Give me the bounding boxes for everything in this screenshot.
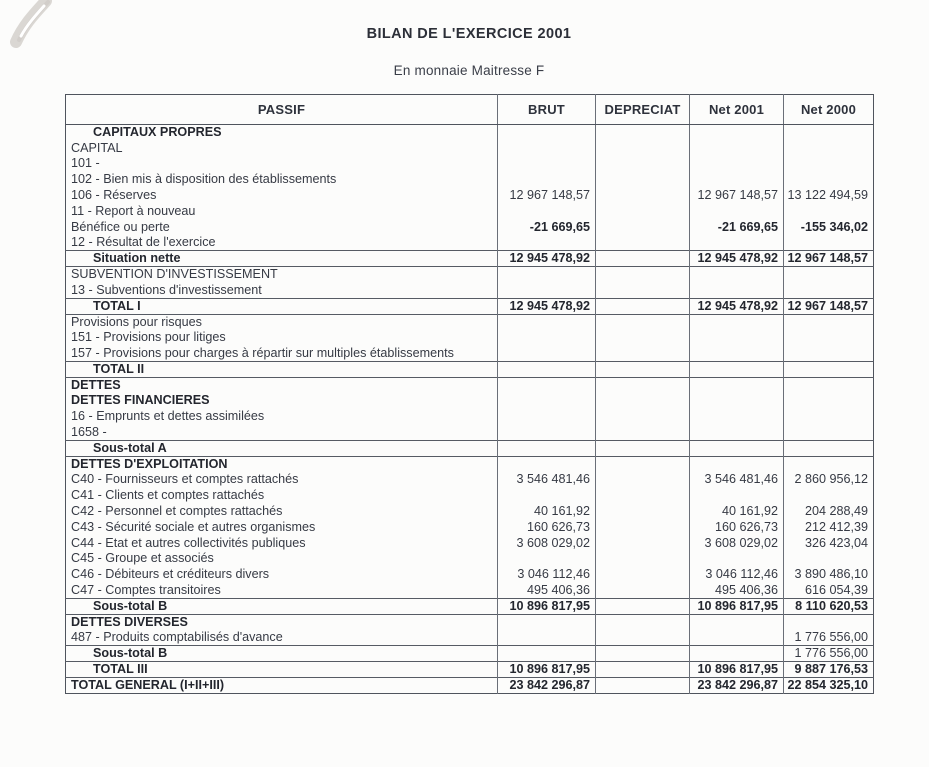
row-value-brut <box>498 346 596 362</box>
row-value-depreciat <box>596 535 690 551</box>
row-label: TOTAL I <box>66 298 498 314</box>
table-row <box>66 125 874 141</box>
row-value-brut <box>498 646 596 662</box>
table-row <box>66 219 874 235</box>
row-value-brut <box>498 140 596 156</box>
row-value-brut: 23 842 296,87 <box>498 677 596 693</box>
row-value-net-2001 <box>690 140 784 156</box>
row-value-net-2000: 326 423,04 <box>784 535 874 551</box>
row-value-net-2000 <box>784 267 874 283</box>
row-value-net-2001 <box>690 235 784 251</box>
table-row <box>66 519 874 535</box>
column-header-depreciat: DEPRECIAT <box>596 95 690 125</box>
row-label: Sous-total B <box>66 646 498 662</box>
table-row <box>66 472 874 488</box>
row-value-depreciat <box>596 314 690 330</box>
row-value-depreciat <box>596 409 690 425</box>
row-value-brut: 12 945 478,92 <box>498 251 596 267</box>
row-value-net-2001: 12 967 148,57 <box>690 188 784 204</box>
row-value-depreciat <box>596 551 690 567</box>
row-value-net-2001: -21 669,65 <box>690 219 784 235</box>
row-value-net-2000 <box>784 425 874 441</box>
row-label: CAPITAUX PROPRES <box>93 125 222 140</box>
row-value-net-2000: 2 860 956,12 <box>784 472 874 488</box>
row-value-net-2001: 40 161,92 <box>690 504 784 520</box>
row-value-net-2001: 10 896 817,95 <box>690 662 784 678</box>
table-row <box>66 504 874 520</box>
row-label: 13 - Subventions d'investissement <box>71 282 262 297</box>
row-value-net-2001 <box>690 614 784 630</box>
row-value-brut: 10 896 817,95 <box>498 662 596 678</box>
row-value-net-2001 <box>690 456 784 472</box>
row-value-depreciat <box>596 188 690 204</box>
row-value-depreciat <box>596 677 690 693</box>
row-label: TOTAL GENERAL (I+II+III) <box>66 677 498 693</box>
table-row <box>66 456 874 472</box>
table-row <box>66 393 874 409</box>
row-value-net-2000: 8 110 620,53 <box>784 598 874 614</box>
row-value-brut: 40 161,92 <box>498 504 596 520</box>
table-row <box>66 677 874 693</box>
table-row <box>66 440 874 456</box>
table-row <box>66 172 874 188</box>
row-value-brut <box>498 614 596 630</box>
row-label: C41 - Clients et comptes rattachés <box>71 488 265 503</box>
row-value-brut <box>498 551 596 567</box>
row-value-brut <box>498 203 596 219</box>
row-value-depreciat <box>596 298 690 314</box>
row-value-brut <box>498 361 596 377</box>
row-value-brut: 3 546 481,46 <box>498 472 596 488</box>
row-label: 16 - Emprunts et dettes assimilées <box>71 409 265 424</box>
row-value-brut: -21 669,65 <box>498 219 596 235</box>
row-value-depreciat <box>596 598 690 614</box>
row-value-brut <box>498 425 596 441</box>
row-value-net-2000 <box>784 235 874 251</box>
row-value-net-2001: 12 945 478,92 <box>690 251 784 267</box>
row-value-depreciat <box>596 125 690 141</box>
row-value-net-2000: 1 776 556,00 <box>784 646 874 662</box>
row-value-net-2001 <box>690 425 784 441</box>
table-row <box>66 314 874 330</box>
row-value-brut <box>498 235 596 251</box>
row-value-net-2000 <box>784 456 874 472</box>
row-value-net-2001 <box>690 125 784 141</box>
row-value-net-2001 <box>690 267 784 283</box>
table-row <box>66 203 874 219</box>
row-label: C44 - Etat et autres collectivités publiques <box>71 535 306 550</box>
row-label: CAPITAL <box>71 140 123 155</box>
row-label: C47 - Comptes transitoires <box>71 582 221 597</box>
row-value-depreciat <box>596 614 690 630</box>
row-label: DETTES D'EXPLOITATION <box>66 456 498 472</box>
row-value-net-2000: 204 288,49 <box>784 504 874 520</box>
row-value-net-2001: 12 945 478,92 <box>690 298 784 314</box>
row-value-net-2000 <box>784 156 874 172</box>
row-value-net-2001 <box>690 346 784 362</box>
table-row <box>66 614 874 630</box>
row-value-brut: 3 046 112,46 <box>498 567 596 583</box>
row-value-net-2001 <box>690 330 784 346</box>
row-value-net-2001 <box>690 361 784 377</box>
row-value-depreciat <box>596 235 690 251</box>
row-value-net-2000 <box>784 361 874 377</box>
row-value-depreciat <box>596 662 690 678</box>
table-row <box>66 646 874 662</box>
row-value-net-2001: 3 546 481,46 <box>690 472 784 488</box>
row-value-brut <box>498 314 596 330</box>
row-value-net-2001: 3 608 029,02 <box>690 535 784 551</box>
row-value-brut <box>498 488 596 504</box>
row-value-net-2001 <box>690 314 784 330</box>
document-subtitle: En monnaie Maitresse F <box>393 63 545 78</box>
table-row <box>66 330 874 346</box>
row-value-brut <box>498 440 596 456</box>
row-value-depreciat <box>596 425 690 441</box>
row-value-depreciat <box>596 440 690 456</box>
row-value-depreciat <box>596 219 690 235</box>
row-value-brut <box>498 377 596 393</box>
row-value-net-2001 <box>690 551 784 567</box>
row-value-depreciat <box>596 267 690 283</box>
table-row <box>66 140 874 156</box>
row-value-depreciat <box>596 172 690 188</box>
row-value-net-2000: 13 122 494,59 <box>784 188 874 204</box>
row-value-brut: 12 967 148,57 <box>498 188 596 204</box>
table-row <box>66 251 874 267</box>
table-row <box>66 377 874 393</box>
row-value-net-2001 <box>690 409 784 425</box>
balance-sheet-table <box>65 94 874 694</box>
row-value-net-2001 <box>690 156 784 172</box>
row-value-net-2000: 3 890 486,10 <box>784 567 874 583</box>
column-header-passif: PASSIF <box>66 95 498 125</box>
row-value-net-2000 <box>784 330 874 346</box>
table-row <box>66 630 874 646</box>
row-value-brut: 12 945 478,92 <box>498 298 596 314</box>
column-header-net-2001: Net 2001 <box>690 95 784 125</box>
row-label: DETTES <box>66 377 498 393</box>
row-value-depreciat <box>596 140 690 156</box>
row-label: DETTES DIVERSES <box>66 614 498 630</box>
row-label: SUBVENTION D'INVESTISSEMENT <box>66 267 498 283</box>
table-row <box>66 567 874 583</box>
row-value-net-2000: 12 967 148,57 <box>784 251 874 267</box>
row-label: 12 - Résultat de l'exercice <box>71 235 216 250</box>
row-label: Sous-total B <box>66 598 498 614</box>
row-label: C45 - Groupe et associés <box>71 551 214 566</box>
row-value-brut <box>498 172 596 188</box>
row-value-depreciat <box>596 393 690 409</box>
row-value-depreciat <box>596 567 690 583</box>
row-value-net-2001 <box>690 377 784 393</box>
table-row <box>66 361 874 377</box>
table-header <box>66 95 874 125</box>
row-label: 11 - Report à nouveau <box>71 203 196 218</box>
row-label: Sous-total A <box>66 440 498 456</box>
table-row <box>66 488 874 504</box>
table-row <box>66 425 874 441</box>
table-row <box>66 267 874 283</box>
row-value-depreciat <box>596 346 690 362</box>
table-row <box>66 598 874 614</box>
row-value-net-2001: 160 626,73 <box>690 519 784 535</box>
row-value-brut <box>498 125 596 141</box>
row-value-brut <box>498 456 596 472</box>
row-label: 157 - Provisions pour charges à répartir sur multiples établissements <box>71 345 454 360</box>
row-value-net-2001 <box>690 488 784 504</box>
table-row <box>66 282 874 298</box>
row-label: 102 - Bien mis à disposition des établissements <box>71 172 337 187</box>
row-label: C43 - Sécurité sociale et autres organismes <box>71 519 316 534</box>
row-value-net-2000 <box>784 346 874 362</box>
table-header-row <box>66 95 874 125</box>
row-value-net-2001 <box>690 440 784 456</box>
row-value-net-2001: 495 406,36 <box>690 583 784 599</box>
row-value-net-2000: 616 054,39 <box>784 583 874 599</box>
row-label: C42 - Personnel et comptes rattachés <box>71 504 283 519</box>
row-value-depreciat <box>596 646 690 662</box>
row-value-depreciat <box>596 361 690 377</box>
row-value-net-2000 <box>784 393 874 409</box>
scan-smudge-artifact <box>2 0 72 70</box>
row-value-net-2000 <box>784 377 874 393</box>
row-label: 487 - Produits comptabilisés d'avance <box>71 630 283 645</box>
row-value-depreciat <box>596 583 690 599</box>
column-header-net-2000: Net 2000 <box>784 95 874 125</box>
row-value-brut <box>498 267 596 283</box>
row-value-net-2000: -155 346,02 <box>784 219 874 235</box>
row-value-depreciat <box>596 488 690 504</box>
table-row <box>66 583 874 599</box>
row-value-net-2001 <box>690 393 784 409</box>
row-value-net-2000 <box>784 314 874 330</box>
row-label: TOTAL II <box>66 361 498 377</box>
row-value-net-2001 <box>690 282 784 298</box>
row-value-net-2001 <box>690 646 784 662</box>
row-label: Situation nette <box>66 251 498 267</box>
table-row <box>66 662 874 678</box>
row-value-net-2001 <box>690 172 784 188</box>
row-value-brut <box>498 282 596 298</box>
balance-table-body <box>66 125 874 694</box>
row-value-net-2001 <box>690 630 784 646</box>
row-value-net-2000: 12 967 148,57 <box>784 298 874 314</box>
row-value-net-2001 <box>690 203 784 219</box>
row-label: 101 - <box>71 156 100 171</box>
row-label: Bénéfice ou perte <box>71 219 170 234</box>
row-value-depreciat <box>596 456 690 472</box>
row-value-depreciat <box>596 330 690 346</box>
table-row <box>66 298 874 314</box>
row-value-net-2000 <box>784 125 874 141</box>
row-value-net-2000 <box>784 614 874 630</box>
row-label: 106 - Réserves <box>71 188 157 203</box>
row-value-net-2000 <box>784 551 874 567</box>
table-row <box>66 235 874 251</box>
row-value-net-2000 <box>784 440 874 456</box>
table-row <box>66 156 874 172</box>
table-row <box>66 409 874 425</box>
row-value-brut: 495 406,36 <box>498 583 596 599</box>
row-value-net-2000 <box>784 140 874 156</box>
row-value-brut: 10 896 817,95 <box>498 598 596 614</box>
column-header-brut: BRUT <box>498 95 596 125</box>
table-row <box>66 535 874 551</box>
row-value-net-2000 <box>784 172 874 188</box>
row-label: DETTES FINANCIERES <box>71 393 210 408</box>
row-value-depreciat <box>596 203 690 219</box>
row-value-net-2001: 10 896 817,95 <box>690 598 784 614</box>
row-value-net-2000: 212 412,39 <box>784 519 874 535</box>
row-value-depreciat <box>596 630 690 646</box>
row-value-brut <box>498 409 596 425</box>
row-label: C46 - Débiteurs et créditeurs divers <box>71 567 270 582</box>
row-value-net-2000 <box>784 409 874 425</box>
row-label: TOTAL III <box>66 662 498 678</box>
table-row <box>66 346 874 362</box>
row-value-net-2000: 22 854 325,10 <box>784 677 874 693</box>
row-value-brut <box>498 156 596 172</box>
document-title: BILAN DE L'EXERCICE 2001 <box>366 26 572 42</box>
row-label: C40 - Fournisseurs et comptes rattachés <box>71 472 299 487</box>
row-value-depreciat <box>596 472 690 488</box>
row-value-depreciat <box>596 251 690 267</box>
row-value-brut <box>498 630 596 646</box>
table-row <box>66 188 874 204</box>
row-value-net-2000: 9 887 176,53 <box>784 662 874 678</box>
row-value-depreciat <box>596 519 690 535</box>
row-value-depreciat <box>596 377 690 393</box>
row-value-net-2000 <box>784 282 874 298</box>
row-value-brut <box>498 330 596 346</box>
row-value-depreciat <box>596 504 690 520</box>
row-value-brut: 3 608 029,02 <box>498 535 596 551</box>
row-label: Provisions pour risques <box>66 314 498 330</box>
row-value-depreciat <box>596 156 690 172</box>
row-label: 151 - Provisions pour litiges <box>71 330 226 345</box>
table-row <box>66 551 874 567</box>
row-value-brut: 160 626,73 <box>498 519 596 535</box>
row-value-net-2001: 3 046 112,46 <box>690 567 784 583</box>
row-label: 1658 - <box>71 424 107 439</box>
row-value-depreciat <box>596 282 690 298</box>
row-value-net-2000 <box>784 488 874 504</box>
row-value-net-2000: 1 776 556,00 <box>784 630 874 646</box>
row-value-net-2000 <box>784 203 874 219</box>
row-value-net-2001: 23 842 296,87 <box>690 677 784 693</box>
row-value-brut <box>498 393 596 409</box>
